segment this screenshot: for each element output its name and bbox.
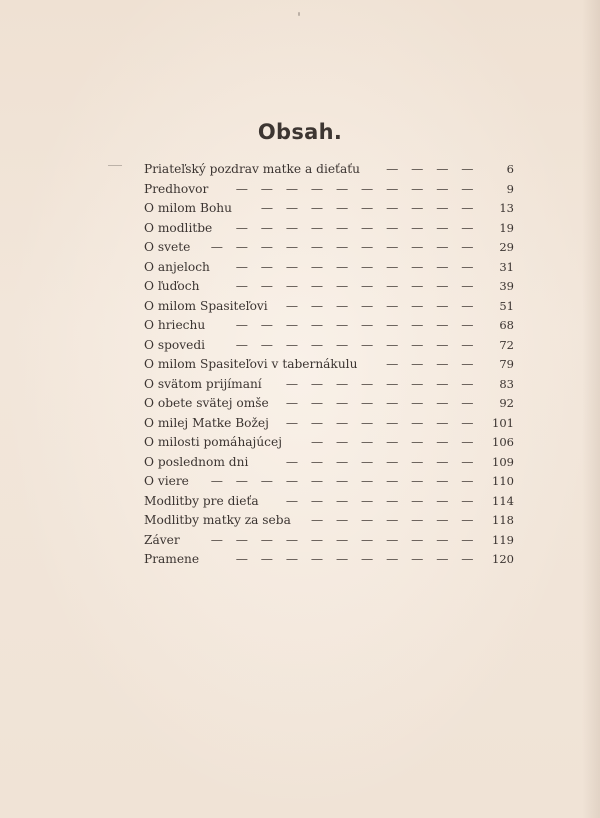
toc-entry-title: O hriechu — [144, 318, 206, 332]
toc-entry-title: O ľuďoch — [144, 279, 200, 293]
toc-entry — [144, 277, 514, 297]
toc-dash-leader: — — — — — — — — — — — [235, 552, 478, 566]
toc-dash-leader: — — — — — — — — — — — [235, 279, 478, 293]
toc-entry — [144, 238, 514, 258]
toc-entry-title: O milom Spasiteľovi v tabernákulu — [144, 357, 358, 371]
toc-entry-title: O obete svätej omše — [144, 396, 269, 410]
toc-dash-leader: — — — — — — — — — — — — [210, 474, 478, 488]
page-title: Obsah. — [257, 120, 343, 144]
toc-page-number: 39 — [499, 279, 514, 293]
toc-entry — [144, 336, 514, 356]
toc-dash-leader: — — — — — — — — — — — [235, 259, 478, 274]
toc-dash-leader: — — — — — — — — [310, 435, 478, 449]
toc-entry-title: O spovedi — [144, 337, 206, 352]
toc-page-number: 51 — [499, 298, 514, 313]
toc-entry-title: O modlitbe — [144, 220, 213, 235]
toc-page-number: 92 — [499, 396, 514, 410]
toc-dash-leader: — — — — — — — — — — — [235, 181, 478, 196]
toc-dash-leader: — — — — — — — — — — — [235, 318, 478, 332]
toc-dash-leader: — — — — — — — — — — — [235, 337, 478, 352]
toc-entry-title: O milosti pomáhajúcej — [144, 435, 283, 449]
toc-entry-title: Pramene — [144, 552, 200, 566]
toc-entry — [144, 219, 514, 239]
toc-page-number: 109 — [492, 454, 514, 469]
toc-dash-leader: — — — — — [386, 162, 478, 176]
toc-dash-leader: — — — — — — — — — — — — [210, 240, 478, 254]
toc-entry — [144, 453, 514, 473]
stray-pencil-mark — [108, 165, 122, 166]
toc-page-number: 72 — [499, 337, 514, 352]
paper-speck — [298, 12, 300, 16]
toc-page-number: 29 — [499, 240, 514, 254]
toc-entry — [144, 297, 514, 317]
toc-entry-title: O poslednom dni — [144, 454, 249, 469]
toc-entry — [144, 394, 514, 414]
toc-dash-leader: — — — — — — — — — [285, 415, 478, 430]
toc-dash-leader: — — — — — — — — — [285, 298, 478, 313]
toc-page-number: 6 — [506, 162, 514, 176]
toc-entry-title: O anjeloch — [144, 259, 210, 274]
toc-entry — [144, 531, 514, 551]
toc-dash-leader: — — — — — — — — — [285, 376, 478, 391]
toc-dash-leader: — — — — — — — — — — [260, 201, 478, 215]
toc-page-number: 110 — [492, 474, 514, 488]
toc-dash-leader: — — — — — — — — — [285, 396, 478, 410]
toc-entry-title: O milom Spasiteľovi — [144, 298, 268, 313]
toc-entry — [144, 472, 514, 492]
toc-entry — [144, 199, 514, 219]
toc-page-number: 31 — [499, 259, 514, 274]
toc-dash-leader: — — — — — — — — — — — [235, 220, 478, 235]
toc-page-number: 119 — [492, 532, 514, 547]
toc-page-number: 13 — [499, 201, 514, 215]
toc-entry-title: Záver — [144, 532, 180, 547]
toc-entry — [144, 511, 514, 531]
toc-page-number: 9 — [506, 181, 514, 196]
toc-entry — [144, 550, 514, 570]
toc-entry — [144, 258, 514, 278]
toc-entry-title: Modlitby matky za seba — [144, 513, 291, 527]
toc-entry — [144, 180, 514, 200]
toc-entry — [144, 375, 514, 395]
toc-entry — [144, 414, 514, 434]
toc-page-number: 106 — [492, 435, 514, 449]
toc-entry-title: O svete — [144, 240, 191, 254]
toc-page-number: 120 — [492, 552, 514, 566]
toc-dash-leader: — — — — — — — — — — — — [210, 532, 478, 547]
toc-page-number: 19 — [499, 220, 514, 235]
toc-page-number: 114 — [492, 493, 514, 508]
toc-page-number: 101 — [492, 415, 514, 430]
table-of-contents — [144, 160, 514, 570]
toc-entry-title: Predhovor — [144, 181, 209, 196]
toc-entry-title: Modlitby pre dieťa — [144, 493, 259, 508]
toc-entry — [144, 355, 514, 375]
toc-entry — [144, 160, 514, 180]
toc-page-number: 83 — [499, 376, 514, 391]
toc-dash-leader: — — — — — — — — — [285, 493, 478, 508]
toc-dash-leader: — — — — — [386, 357, 478, 371]
toc-entry-title: Priateľský pozdrav matke a dieťaťu — [144, 162, 360, 176]
toc-dash-leader: — — — — — — — — — [285, 454, 478, 469]
toc-entry-title: O svätom prijímaní — [144, 376, 262, 391]
toc-page-number: 79 — [499, 357, 514, 371]
toc-entry-title: O milom Bohu — [144, 201, 232, 215]
toc-page-number: 68 — [499, 318, 514, 332]
toc-dash-leader: — — — — — — — — [310, 513, 478, 527]
toc-entry — [144, 433, 514, 453]
toc-entry-title: O milej Matke Božej — [144, 415, 269, 430]
toc-entry-title: O viere — [144, 474, 189, 488]
toc-page-number: 118 — [492, 513, 514, 527]
toc-entry — [144, 316, 514, 336]
toc-entry — [144, 492, 514, 512]
